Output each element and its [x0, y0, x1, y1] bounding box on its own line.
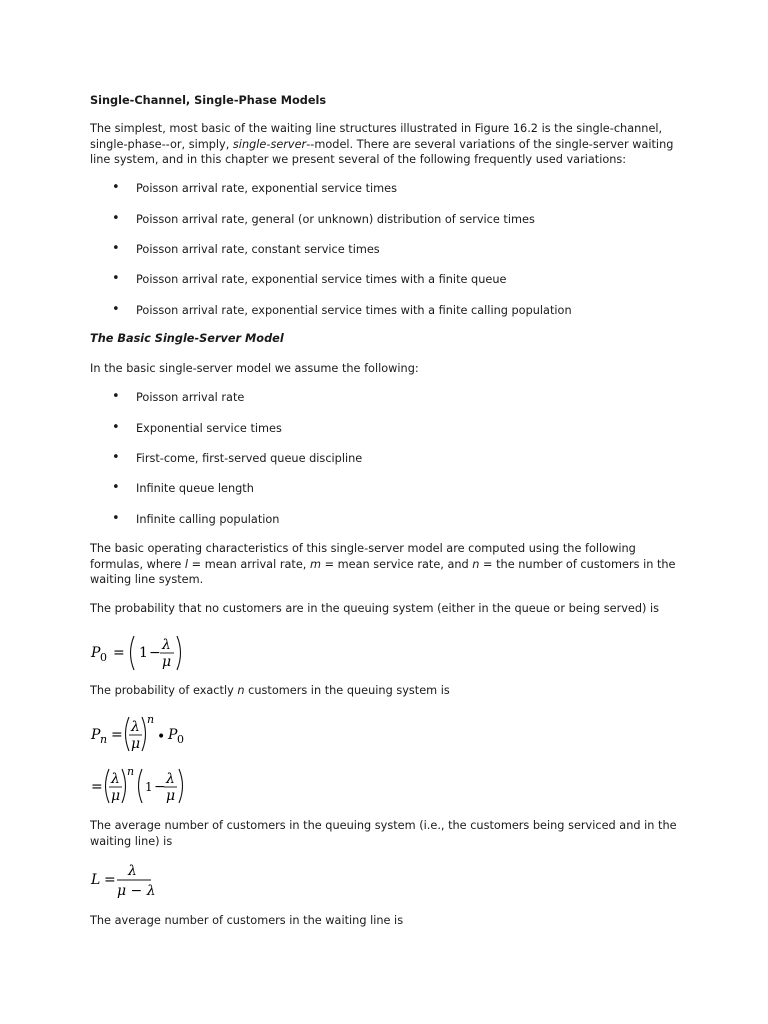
equation-pn — [90, 712, 200, 754]
L-num-lambda: λ — [128, 863, 137, 879]
bullet-icon: • — [112, 180, 120, 195]
pn2-den-mu: μ — [111, 788, 121, 804]
bullet-icon: • — [112, 271, 120, 286]
pn2-num2-lambda: λ — [166, 771, 175, 787]
bullet-icon: • — [112, 420, 120, 435]
emphasis-single-server: single-server — [232, 137, 307, 151]
characteristics-line-1: The basic operating characteristics of this single-server model are computed using the following — [90, 542, 636, 555]
intro-line-3: line system, and in this chapter we present several of the following frequently used variations: — [90, 153, 627, 166]
symbol-n: n — [472, 557, 480, 571]
pn2-minus: − — [154, 779, 166, 795]
bullet-icon: • — [112, 241, 120, 256]
equation-p0 — [90, 633, 190, 673]
p0-sub: 0 — [100, 651, 107, 664]
L-description-line-2: waiting line) is — [90, 834, 173, 848]
p0-num-lambda: λ — [162, 637, 171, 653]
left-paren — [106, 769, 110, 803]
bullet-icon: • — [112, 302, 120, 317]
L-denominator: μ − λ — [117, 883, 156, 899]
pn2-equals: = — [91, 779, 103, 795]
pn2-exponent: n — [127, 765, 135, 778]
L-equals: = — [104, 872, 116, 888]
bullet-icon: • — [112, 511, 120, 526]
subsection-heading: The Basic Single-Server Model — [90, 332, 284, 345]
pn-exponent: n — [147, 713, 155, 726]
pn-description: The probability of exactly n customers in the queuing system is — [90, 684, 450, 697]
p0-one: 1 — [139, 645, 148, 661]
p0-description: The probability that no customers are in the queuing system (either in the queue or being served) is — [90, 602, 660, 615]
equation-pn-expanded — [90, 764, 200, 806]
right-paren — [177, 636, 181, 670]
symbol-m: m — [309, 557, 321, 571]
left-paren — [139, 769, 143, 803]
pn2-den2-mu: μ — [166, 788, 176, 804]
equation-L — [90, 858, 170, 900]
pn2-one: 1 — [145, 780, 153, 794]
p0-den-mu: μ — [162, 654, 172, 670]
bullet-icon: • — [112, 480, 120, 495]
Lq-description: The average number of customers in the waiting line is — [90, 914, 404, 927]
bullet-icon: • — [112, 389, 120, 404]
pn-num-lambda: λ — [131, 719, 140, 735]
left-paren — [131, 636, 135, 670]
L-lhs: L — [91, 872, 101, 888]
p0-equals: = — [113, 645, 125, 661]
right-paren — [179, 769, 183, 803]
p0-minus: − — [149, 645, 161, 661]
right-paren — [122, 769, 126, 803]
bullet-icon: • — [112, 450, 120, 465]
L-description — [90, 818, 677, 849]
intro-line-1: The simplest, most basic of the waiting line structures illustrated in Figure 16.2 is the single-channel, — [90, 122, 663, 135]
pn-lhs: P — [91, 727, 101, 743]
left-paren — [126, 717, 130, 751]
symbol-n: n — [237, 684, 245, 697]
characteristics-line-3: waiting line system. — [90, 573, 204, 586]
characteristics-line-2: formulas, where l = mean arrival rate, m = mean service rate, and n = the number of customers in the — [90, 557, 676, 571]
intro-paragraph — [90, 121, 673, 168]
pn-p0-sub: 0 — [177, 733, 184, 746]
assumptions-intro: In the basic single-server model we assume the following: — [90, 362, 419, 375]
section-heading: Single-Channel, Single-Phase Models — [90, 94, 327, 107]
pn-den-mu: μ — [131, 736, 141, 752]
pn-sub: n — [100, 733, 108, 746]
bullet-icon: • — [112, 211, 120, 226]
characteristics-paragraph — [90, 541, 676, 588]
intro-line-2: single-phase--or, simply, single-server--model. There are several variations of the single-server waiting — [90, 137, 674, 151]
right-paren — [142, 717, 146, 751]
L-description-line-1: The average number of customers in the queuing system (i.e., the customers being serviced and in the — [90, 819, 677, 832]
pn2-num-lambda: λ — [111, 771, 120, 787]
pn-dot: • — [157, 729, 166, 745]
p0-lhs: P — [91, 645, 101, 661]
pn-equals: = — [111, 727, 123, 743]
symbol-l: l — [184, 557, 189, 571]
pn-p0: P — [168, 727, 178, 743]
